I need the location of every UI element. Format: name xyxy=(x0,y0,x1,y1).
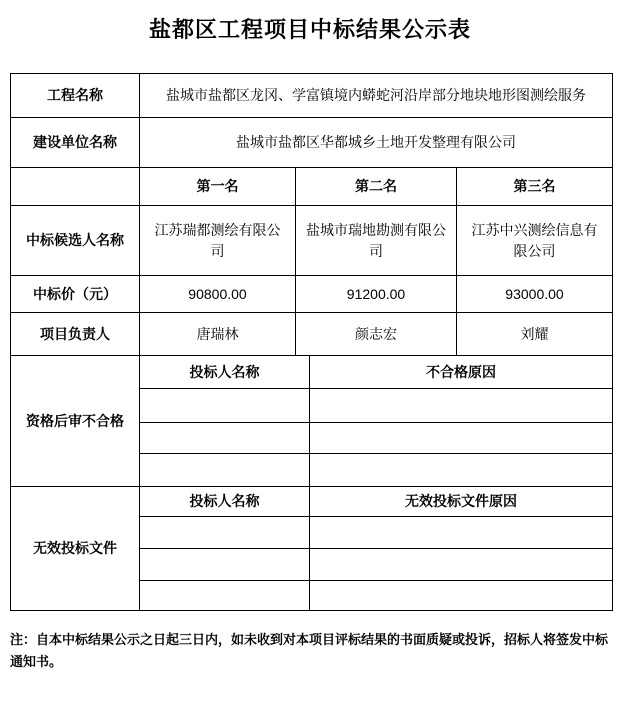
project-name-value: 盐城市盐都区龙冈、学富镇境内蟒蛇河沿岸部分地块地形图测绘服务 xyxy=(140,74,613,118)
table-row xyxy=(11,74,613,118)
invalid-section-label: 无效投标文件 xyxy=(11,487,140,611)
candidate-first: 江苏瑞都测绘有限公司 xyxy=(140,206,296,276)
empty-cell xyxy=(310,389,613,423)
price-first: 90800.00 xyxy=(140,276,296,313)
owner-name-value: 盐城市盐都区华都城乡土地开发整理有限公司 xyxy=(140,118,613,168)
empty-cell xyxy=(310,423,613,454)
project-name-label: 工程名称 xyxy=(11,74,140,118)
table-row xyxy=(11,487,613,517)
candidate-third: 江苏中兴测绘信息有限公司 xyxy=(457,206,613,276)
table-row xyxy=(11,276,613,313)
table-row xyxy=(11,118,613,168)
owner-name-label: 建设单位名称 xyxy=(11,118,140,168)
disqualified-bidder-header: 投标人名称 xyxy=(140,356,310,389)
invalid-reason-header: 无效投标文件原因 xyxy=(310,487,613,517)
note-text: 注：自本中标结果公示之日起三日内，如未收到对本项目评标结果的书面质疑或投诉，招标人将签发中标通知书。 xyxy=(10,632,609,669)
rank-header-third: 第三名 xyxy=(457,168,613,206)
manager-label: 项目负责人 xyxy=(11,313,140,356)
empty-cell xyxy=(140,581,310,611)
disqualified-reason-header: 不合格原因 xyxy=(310,356,613,389)
empty-cell xyxy=(11,168,140,206)
empty-cell xyxy=(140,423,310,454)
table-row xyxy=(11,206,613,276)
table-row xyxy=(11,168,613,206)
manager-third: 刘耀 xyxy=(457,313,613,356)
bid-results-table xyxy=(10,73,613,611)
empty-cell xyxy=(310,581,613,611)
table-row xyxy=(11,313,613,356)
price-label: 中标价（元） xyxy=(11,276,140,313)
manager-second: 颜志宏 xyxy=(296,313,457,356)
page-title: 盐都区工程项目中标结果公示表 xyxy=(148,17,471,42)
candidates-label: 中标候选人名称 xyxy=(11,206,140,276)
empty-cell xyxy=(140,454,310,487)
empty-cell xyxy=(140,389,310,423)
empty-cell xyxy=(310,517,613,549)
table-row xyxy=(11,356,613,389)
empty-cell xyxy=(310,454,613,487)
price-third: 93000.00 xyxy=(457,276,613,313)
empty-cell xyxy=(140,517,310,549)
empty-cell xyxy=(310,549,613,581)
disqualified-section-label: 资格后审不合格 xyxy=(11,356,140,487)
rank-header-first: 第一名 xyxy=(140,168,296,206)
candidate-second: 盐城市瑞地勘测有限公司 xyxy=(296,206,457,276)
manager-first: 唐瑞林 xyxy=(140,313,296,356)
price-second: 91200.00 xyxy=(296,276,457,313)
empty-cell xyxy=(140,549,310,581)
rank-header-second: 第二名 xyxy=(296,168,457,206)
invalid-bidder-header: 投标人名称 xyxy=(140,487,310,517)
